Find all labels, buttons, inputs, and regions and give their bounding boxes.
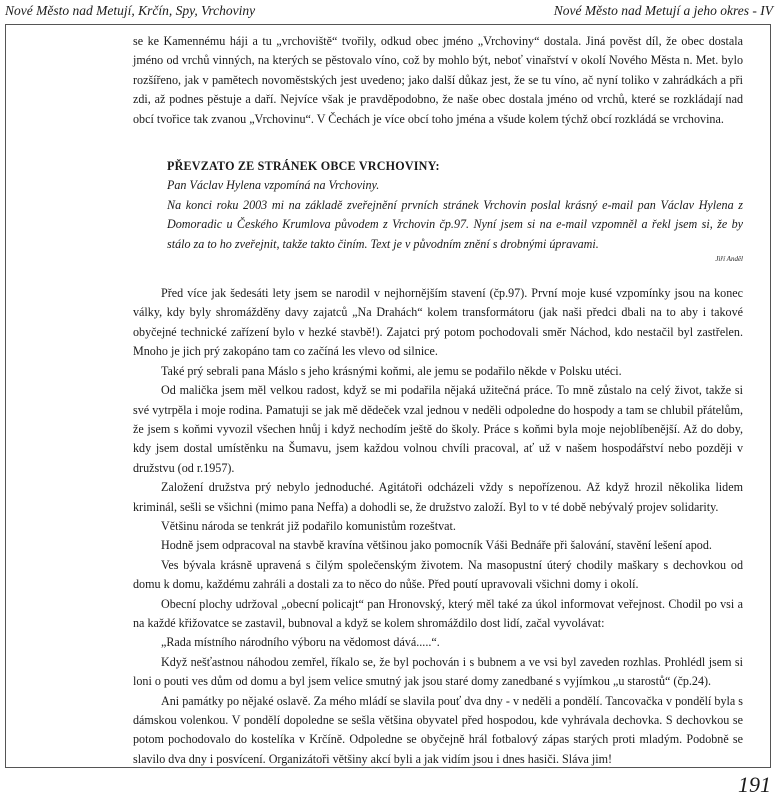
body-paragraph: Obecní plochy udržoval „obecní policajt“ pan Hronovský, který měl také za úkol informovat veřejnost. Chodil po vsi a na každé křižovatce se zastavil, bubnoval a když se kolem shromáždilo dost lidí, začal vyvolávat: [133,596,743,630]
section-intro-text: Na konci roku 2003 mi na základě zveřejnění prvních stránek Vrchovin poslal krásný e-mail pan Václav Hylena z Domoradic u Českého Krumlova původem z Vrchovin čp.97. Nyní jsem si na e-mail vzpomněl a řekl jsem si, že by stálo za to ho zveřejnit, takže takto činím. Text je v původním znění s drobnými úpravami. [167,197,743,251]
spacer [133,264,743,284]
header-left-title: Nové Město nad Metují, Krčín, Spy, Vrchoviny [5,3,256,18]
body-paragraph: Hodně jsem odpracoval na stavbě kravína většinou jako pomocník Váši Bednáře při šalování, stavění lešení apod. [161,538,712,553]
section-heading: PŘEVZATO ZE STRÁNEK OBCE VRCHOVINY: [167,159,440,174]
running-head [0,0,779,22]
body-paragraph: Od malička jsem měl velkou radost, když se mi podařila nějaká užitečná práce. To mně zůstalo na celý život, takže si své vytrpěla i moje rodina. Pamatuji se jak mě dědeček vzal jednou v neděli odpoledne do hospody a tam se chlubil přátelům, že jsem s koňmi vyvozil všechen hnůj i když nechodím ještě do školy. Práce s koňmi byla moje nejoblíbenější. Až do doby, kdy jsem dostal umístěnku na Šumavu, jsem každou volnou chvíli pracoval, ať už v našem hospodářství nebo později v družstvu (od r.1957). [133,383,743,475]
spacer [133,129,743,157]
body-paragraph: Ves bývala krásně upravená s čilým společenským životem. Na masopustní úterý chodily maškary s dechovkou od domu k domu, každému zahráli a dostali za to něco do nůše. Před poutí upravovali všichni domy i okolí. [133,557,743,592]
article-content [133,32,743,769]
body-paragraph: Před více jak šedesáti lety jsem se narodil v nejhornějším stavení (čp.97). První moje kusé vzpomínky jsou na konec války, kdy byly shromážděny davy zajatců „Na Drahách“ kolem transformátoru (jak naši předci dbali na to aby i takové obyčejné technické zařízení bylo v hezké stavbě!). Zajatci prý potom pochodovali směr Náchod, kdo nestačil byl zastřelen. Mnoho je jich prý zakopáno tam co začíná les vlevo od silnice. [133,286,743,359]
body-paragraph: Založení družstva prý nebylo jednoduché. Agitátoři odcházeli vždy s nepořízenou. Až když hrozil několika lidem kriminál, sešli se všichni (mimo pana Neffa) a dohodli se, že družstvo založí. Byl to v té době nebývalý projev solidarity. [133,480,743,514]
body-paragraph: Také prý sebrali pana Máslo s jeho krásnými koňmi, ale jemu se podařilo někde v Polsku utéci. [161,363,622,378]
section-subtitle: Pan Václav Hylena vzpomíná na Vrchoviny. [167,178,380,193]
author-signature: Jiří Anděl [715,255,743,264]
quoted-section [133,157,743,264]
body-paragraph: Většinu národa se tenkrát již podařilo komunistům rozeštvat. [161,518,456,533]
header-right-title: Nové Město nad Metují a jeho okres - IV [553,3,773,18]
body-paragraph: Když nešťastnou náhodou zemřel, říkalo se, že byl pochován i s bubnem a ve vsi byl zaveden rozhlas. Prohlédl jsem si loni o pouti ves dům od domu a byl jsem velice smutný jak jsou staré domy zanedbané s vyjímkou „u starostů“ (čp.24). [133,654,743,689]
page-number: 191 [738,772,771,797]
body-paragraph: Ani památky po nějaké oslavě. Za mého mládí se slavila pouť dva dny - v neděli a pondělí. Tancovačka v pondělí byla s dámskou volenkou. V pondělí dopoledne se sešla většina obyvatel před hospodou, kde vyhrávala dechovka. S dechovkou se potom pochodovalo do kostelíka v Krčíně. Odpoledne se obyčejně hrál fotbalový zápas starých proti mladým. Podobně se slavilo dva dny i posvícení. Organizátoři většiny akcí byli a jak vidím jsou i dnes hasiči. Sláva jim! [133,693,743,766]
body-paragraph: „Rada místního národního výboru na vědomost dává.....“. [161,635,440,650]
intro-paragraph: se ke Kamennému háji a tu „vrchoviště“ tvořily, odkud obec jméno „Vrchoviny“ dostala. Jiná pověst díl, že obec dostala jméno od vrchů vinných, na kterých se pěstovalo víno, což by mohlo být, neboť vinařství v okolí Nového Města n. Met. bylo rozšířeno, jak v pamětech novoměstských jest uvedeno; jako další důkaz jest, že se tu víno, ač nyní toliko v zahrádkách a při zdi, až podnes pěstuje a daří. Nejvíce však je pravděpodobno, že naše obec dostala jméno od vrchů, které se rozkládají nad obcí tvořice tak zvanou „Vrchovinu“. V Čechách je více obcí toho jména a všude kolem týchž obcí rozkládá se vrchovina. [133,34,743,126]
